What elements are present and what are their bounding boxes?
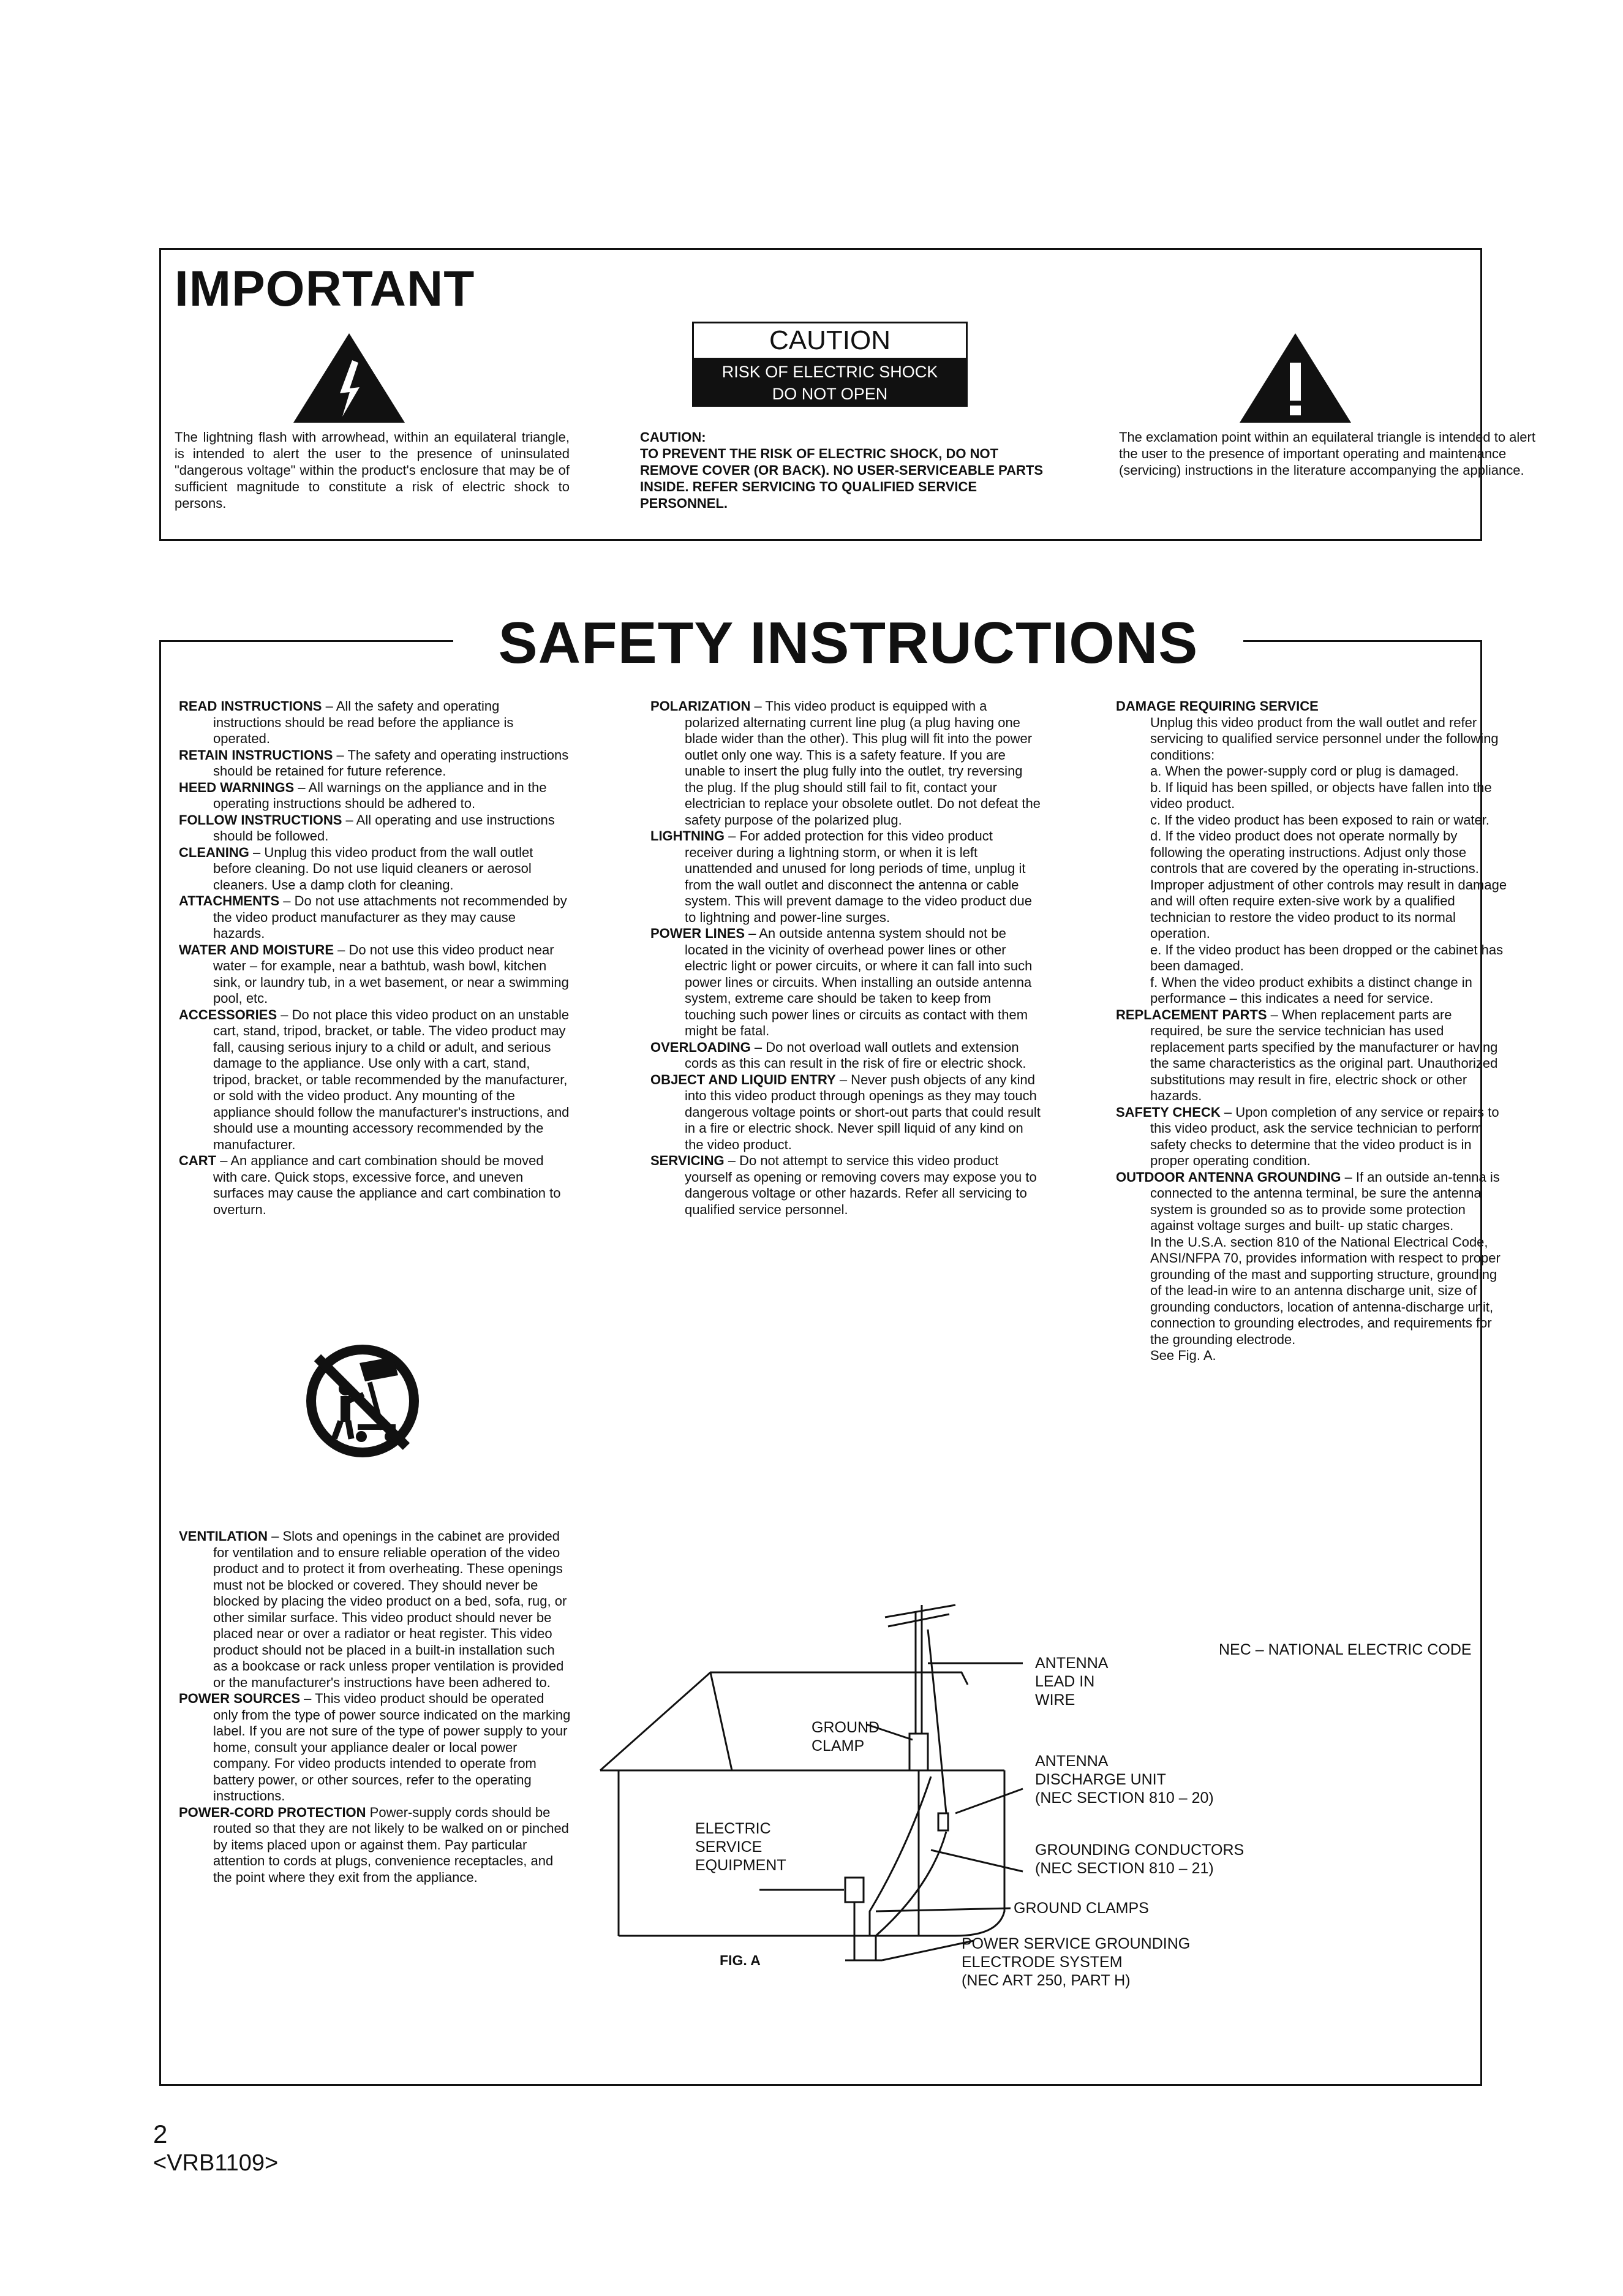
instruction-cleaning: CLEANING – Unplug this video product from the wall outlet before cleaning. Do not use liquid cleaners or aerosol cleaners. Use a damp cloth for cleaning. bbox=[179, 844, 533, 893]
instruction-power-sources: POWER SOURCES – This video product should be operated only from the type of power source indicated on the marking label. If you are not sure of the type of power supply to your home, consult your appliance dealer or local power company. For video products intended to operate from battery power, or other sources, refer to the operating instructions. bbox=[179, 1691, 571, 1803]
caution-bar-line2: DO NOT OPEN bbox=[772, 385, 888, 403]
instruction-accessories: ACCESSORIES – Do not place this video product on an unstable cart, stand, tripod, bracket, or table. The video product may fall, causing serious injury to a child or adult, and serious damage to the appliance. Use only with a cart, stand, tripod, bracket, or table recommended by the manufacturer, or sold with the video product. Any mounting of the appliance should follow the manufacturer's instructions, and should use a mounting accessory recommended by the manufacturer. bbox=[179, 1006, 570, 1152]
instruction-water: WATER AND MOISTURE – Do not use this video product near water – for example, near a bathtub, wash bowl, kitchen sink, or laundry tub, in a wet basement, or near a swimming pool, etc. bbox=[179, 942, 569, 1006]
caution-heading: CAUTION: bbox=[640, 429, 706, 445]
exclamation-explanation: The exclamation point within an equilateral triangle is intended to alert the user to the presence of important operating and maintenance (servicing) instructions in the literature accompanying the appliance. bbox=[1119, 429, 1535, 478]
label-electric-2: SERVICE bbox=[695, 1838, 763, 1856]
instruction-ventilation: VENTILATION – Slots and openings in the cabinet are provided for ventilation and to ensure reliable operation of the video product and to protect it from overheating. These openings must not be blocked or covered. They should never be blocked by placing the video product on a bed, sofa, rug, or other similar surface. This video product should never be placed near or over a radiator or heat register. This video product should not be placed in a built-in installation such as a bookcase or rack unless proper ventilation is provided or the manufacturer's instructions have been adhered to. bbox=[179, 1528, 567, 1690]
label-electrode-3: (NEC ART 250, PART H) bbox=[962, 1972, 1131, 1989]
document-code: <VRB1109> bbox=[153, 2150, 279, 2176]
safety-rule-left bbox=[159, 640, 453, 642]
instruction-replacement: REPLACEMENT PARTS – When replacement parts are required, be sure the service technician has used replacement parts specified by the manufacturer or having the same characteristics as the original part. Unauthorized substitutions may result in fire, electric shock or other hazards. bbox=[1116, 1006, 1498, 1103]
label-electric-service bbox=[695, 1819, 786, 1875]
instruction-attachments: ATTACHMENTS – Do not use attachments not recommended by the video product manufacturer as they may cause hazards. bbox=[179, 893, 567, 941]
see-fig: See Fig. A. bbox=[1150, 1348, 1216, 1363]
label-antenna-lead bbox=[1035, 1654, 1108, 1709]
safety-column-1b bbox=[179, 1528, 571, 1886]
damage-item-a: a. When the power-supply cord or plug is damaged. bbox=[1150, 763, 1459, 779]
label-electric-1: ELECTRIC bbox=[695, 1820, 771, 1837]
label-ground-clamp-2: CLAMP bbox=[812, 1737, 865, 1754]
important-title: IMPORTANT bbox=[175, 261, 475, 317]
label-discharge-unit bbox=[1035, 1752, 1214, 1807]
label-discharge-1: ANTENNA bbox=[1035, 1753, 1109, 1770]
instruction-servicing: SERVICING – Do not attempt to service this video product yourself as opening or removing covers may expose you to dangerous voltage or other hazards. Refer all servicing to qualified service personnel. bbox=[650, 1153, 1037, 1217]
instruction-lightning: LIGHTNING – For added protection for this video product receiver during a lightning storm, or when it is left unattended and unused for long periods of time, unplug it from the wall outlet and disconnect the antenna or cable system. This will prevent damage to the video product due to lightning and power-line surges. bbox=[650, 828, 1033, 925]
label-antenna-lead-3: WIRE bbox=[1035, 1691, 1075, 1709]
instruction-read: READ INSTRUCTIONS – All the safety and operating instructions should be read before the appliance is operated. bbox=[179, 698, 514, 746]
safety-column-1 bbox=[179, 698, 571, 1218]
cart-tipover-icon bbox=[301, 1339, 424, 1464]
label-electric-3: EQUIPMENT bbox=[695, 1857, 786, 1874]
fig-label: FIG. A bbox=[720, 1952, 761, 1968]
safety-rule-right bbox=[1243, 640, 1482, 642]
label-conductors-1: GROUNDING CONDUCTORS bbox=[1035, 1841, 1245, 1859]
instruction-safety-check: SAFETY CHECK – Upon completion of any service or repairs to this video product, ask the service technician to perform safety checks to determine that the video product is in proper operating condition. bbox=[1116, 1104, 1499, 1168]
lightning-explanation: The lightning flash with arrowhead, within an equilateral triangle, is intended to alert the user to the presence of uninsulated "dangerous voltage" within the product's enclosure that may be of sufficient magnitude to constitute a risk of electric shock to persons. bbox=[175, 429, 570, 511]
lightning-warning-icon bbox=[291, 331, 407, 426]
label-electrode-1: POWER SERVICE GROUNDING bbox=[962, 1935, 1191, 1952]
damage-intro: Unplug this video product from the wall outlet and refer servicing to qualified service personnel under the following conditions: bbox=[1150, 714, 1499, 763]
safety-title: SAFETY INSTRUCTIONS bbox=[465, 610, 1231, 677]
label-electrode-2: ELECTRODE SYSTEM bbox=[962, 1954, 1123, 1971]
damage-item-e: e. If the video product has been dropped or the cabinet has been damaged. bbox=[1150, 942, 1504, 973]
damage-item-f: f. When the video product exhibits a distinct change in performance – this indicates a need for service. bbox=[1150, 974, 1472, 1006]
exclamation-warning-icon bbox=[1237, 331, 1354, 426]
damage-heading: DAMAGE REQUIRING SERVICE bbox=[1116, 698, 1319, 714]
instruction-antenna-grounding: OUTDOOR ANTENNA GROUNDING – If an outside an-tenna is connected to the antenna terminal, be sure the antenna system is grounded so as to provide some protection against voltage surges and built- up static charges. bbox=[1116, 1169, 1500, 1233]
label-conductors-2: (NEC SECTION 810 – 21) bbox=[1035, 1860, 1214, 1877]
instruction-overloading: OVERLOADING – Do not overload wall outlets and extension cords as this can result in the risk of fire or electric shock. bbox=[650, 1039, 1026, 1071]
label-antenna-lead-1: ANTENNA bbox=[1035, 1655, 1109, 1672]
instruction-follow: FOLLOW INSTRUCTIONS – All operating and use instructions should be followed. bbox=[179, 812, 555, 844]
instruction-retain: RETAIN INSTRUCTIONS – The safety and operating instructions should be retained for future reference. bbox=[179, 747, 569, 779]
damage-item-c: c. If the video product has been exposed to rain or water. bbox=[1150, 812, 1490, 828]
instruction-power-lines: POWER LINES – An outside antenna system should not be located in the vicinity of overhead power lines or other electric light or power circuits, or where it can fall into such power lines or circuits. When installing an outside antenna system, extreme care should be taken to keep from touching such power lines or circuits as contact with them might be fatal. bbox=[650, 926, 1033, 1038]
caution-bar-line1: RISK OF ELECTRIC SHOCK bbox=[721, 363, 938, 381]
safety-column-3 bbox=[1116, 698, 1508, 1364]
instruction-cart: CART – An appliance and cart combination should be moved with care. Quick stops, excessive force, and uneven surfaces may cause the appliance and cart combination to overturn. bbox=[179, 1153, 561, 1217]
label-ground-clamp bbox=[812, 1718, 879, 1755]
label-grounding-conductors bbox=[1035, 1841, 1244, 1878]
instruction-power-cord: POWER-CORD PROTECTION Power-supply cords should be routed so that they are not likely to be walked on or pinched by items placed upon or against them. Pay particular attention to cords at plugs, convenience receptacles, and the point where they exit from the appliance. bbox=[179, 1804, 569, 1885]
label-ground-clamps: GROUND CLAMPS bbox=[1014, 1900, 1149, 1917]
instruction-polarization: POLARIZATION – This video product is equipped with a polarized alternating current line plug (a plug having one blade wider than the other). This plug will fit into the power outlet only one way. This is a safety feature. If you are unable to insert the plug fully into the outlet, try reversing the plug. If the plug should still fail to fit, contact your electrician to replace your obsolete outlet. Do not defeat the safety purpose of the polarized plug. bbox=[650, 698, 1041, 828]
instruction-heed: HEED WARNINGS – All warnings on the appliance and in the operating instructions should be adhered to. bbox=[179, 779, 547, 811]
instruction-object-liquid: OBJECT AND LIQUID ENTRY – Never push objects of any kind into this video product through openings as they may touch dangerous voltage points or short-out parts that could result in a fire or electric shock. Never spill liquid of any kind on the video product. bbox=[650, 1071, 1041, 1152]
page-number: 2 bbox=[153, 2120, 168, 2148]
label-discharge-2: DISCHARGE UNIT bbox=[1035, 1771, 1166, 1788]
damage-item-d: d. If the video product does not operate normally by following the operating instructions. Adjust only those controls that are covered by the operating in-structions. Improper adjustment of other controls may result in damage and will often require exten-sive work by a qualified technician to restore the video product to its normal operation. bbox=[1150, 828, 1507, 941]
damage-item-b: b. If liquid has been spilled, or objects have fallen into the video product. bbox=[1150, 779, 1492, 811]
label-antenna-lead-2: LEAD IN bbox=[1035, 1673, 1095, 1690]
nec-note: NEC – NATIONAL ELECTRIC CODE bbox=[1219, 1641, 1472, 1658]
caution-label: CAUTION bbox=[692, 322, 968, 360]
caution-text: TO PREVENT THE RISK OF ELECTRIC SHOCK, DO NOT REMOVE COVER (OR BACK). NO USER-SERVICEABLE PARTS INSIDE. REFER SERVICING TO QUALIFIED SERVICE PERSONNEL. bbox=[640, 446, 1044, 511]
safety-column-2 bbox=[650, 698, 1042, 1218]
label-ground-clamp-1: GROUND bbox=[812, 1719, 880, 1736]
nec-paragraph: In the U.S.A. section 810 of the National Electrical Code, ANSI/NFPA 70, provides information with respect to proper grounding of the mast and supporting structure, grounding of the lead-in wire to an antenna discharge unit, size of grounding conductors, location of antenna-discharge unit, connection to grounding electrodes, and requirements for the grounding electrode. bbox=[1150, 1234, 1501, 1347]
caution-bar bbox=[692, 359, 968, 407]
caution-statement bbox=[640, 429, 1056, 512]
label-discharge-3: (NEC SECTION 810 – 20) bbox=[1035, 1789, 1214, 1807]
label-electrode-system bbox=[962, 1935, 1190, 1990]
